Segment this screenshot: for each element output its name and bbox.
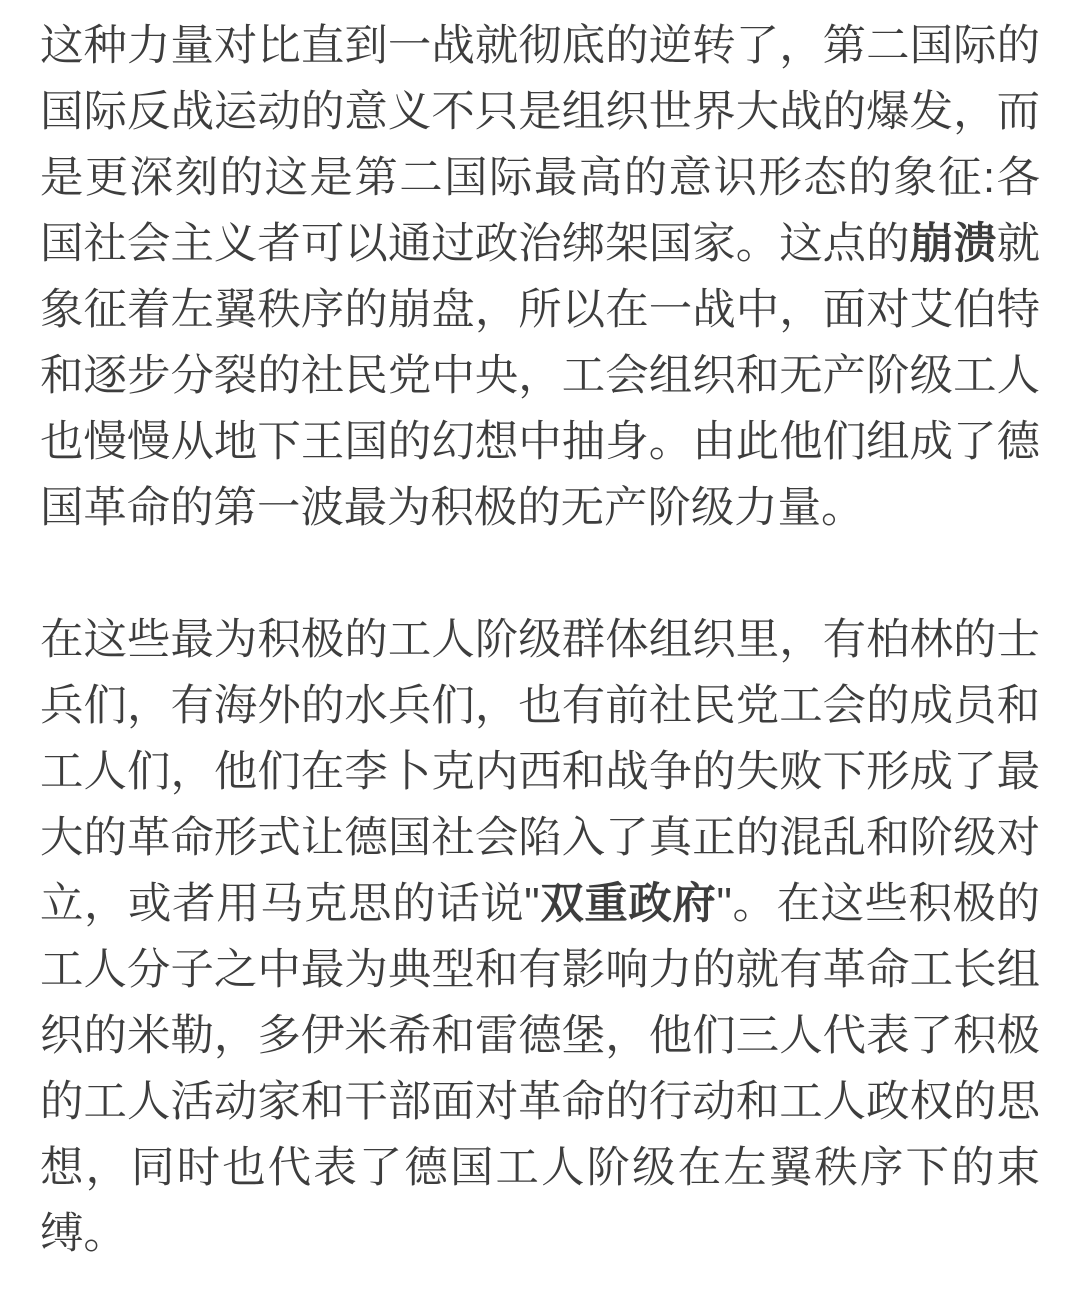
text-run: 在这些最为积极的工人阶级群体组织里，有柏林的士兵们，有海外的水兵们，也有前社民党工会的成员和工人们，他们在李卜克内西和战争的失败下形成了最大的革命形式让德国社会陷入了真正的混乱和阶级对立，或者用马克思的话说" (40, 616, 1040, 928)
text-run: 这种力量对比直到一战就彻底的逆转了，第二国际的国际反战运动的意义不只是组织世界大战的爆发，而是更深刻的这是第二国际最高的意识形态的象征:各国社会主义者可以通过政治绑架国家。这点的 (40, 22, 1040, 268)
paragraph (40, 607, 1040, 1267)
bold-text-run: 双重政府 (539, 880, 717, 928)
paragraph (40, 13, 1040, 541)
text-run: 就象征着左翼秩序的崩盘，所以在一战中，面对艾伯特和逐步分裂的社民党中央，工会组织和无产阶级工人也慢慢从地下王国的幻想中抽身。由此他们组成了德国革命的第一波最为积极的无产阶级力量。 (40, 220, 1041, 532)
bold-text-run: 崩溃 (909, 220, 997, 268)
text-run: "。在这些积极的工人分子之中最为典型和有影响力的就有革命工长组织的米勒，多伊米希和雷德堡，他们三人代表了积极的工人活动家和干部面对革命的行动和工人政权的思想，同时也代表了德国工人阶级在左翼秩序下的束缚。 (40, 880, 1041, 1258)
